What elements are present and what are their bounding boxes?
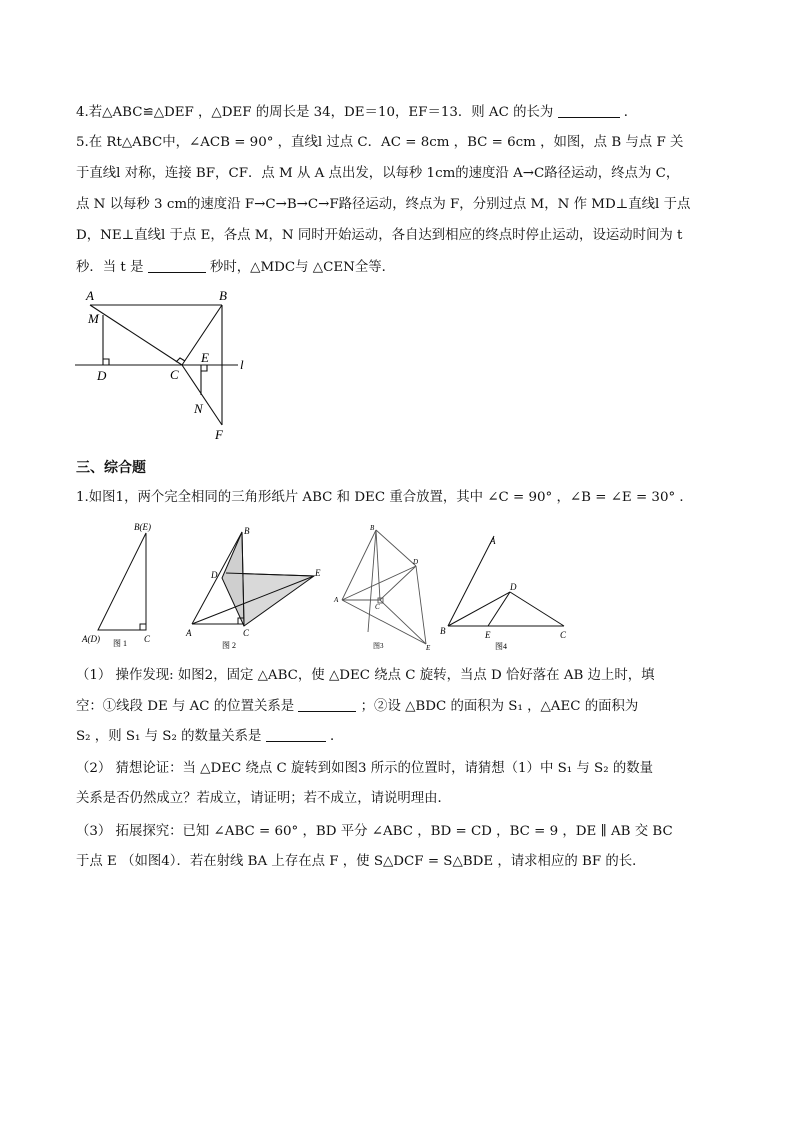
fig2-label-d: D	[211, 570, 218, 580]
part-1-line-3	[76, 727, 343, 746]
label-d: D	[97, 368, 107, 383]
fig4-label-d: D	[510, 582, 517, 592]
fig4-label-a: A	[490, 536, 496, 546]
label-m: M	[88, 311, 99, 326]
label-f: F	[215, 427, 223, 442]
label-a: A	[86, 288, 94, 303]
question-4-tail: ．	[623, 105, 638, 120]
part-3-line-2: 于点 E （如图4）．若在射线 BA 上存在点 F ，使 S△DCF = S△BDE ，请求相应的 BF 的长．	[76, 854, 646, 869]
answer-blank-relation[interactable]	[266, 727, 326, 742]
fig4-label-c: C	[560, 630, 567, 640]
question-5-prefix: 秒．当 t 是	[76, 260, 144, 275]
question-5-line-4: D，NE⊥直线l 于点 E，各点 M，N 同时开始运动，各自达到相应的终点时停止运动，设运动时间为 t	[76, 228, 683, 243]
answer-blank-q5[interactable]	[148, 258, 206, 273]
question-5-line-1: 5.在 Rt△ABC中，∠ACB = 90° ，直线l 过点 C．AC = 8cm ，BC = 6cm ，如图，点 B 与点 F 关	[76, 135, 684, 150]
figure-1	[98, 533, 146, 630]
label-c: C	[170, 367, 179, 382]
answer-blank-q4[interactable]	[558, 103, 620, 118]
fig2-label-a: A	[186, 628, 192, 638]
answer-blank-position[interactable]	[298, 697, 356, 712]
part-1-line-2	[76, 697, 638, 716]
part-1-line-3b: ．	[329, 729, 344, 744]
label-l: l	[240, 357, 244, 372]
fig2-label-c: C	[243, 628, 250, 638]
part-1-line-2b: ；②设 △BDC 的面积为 S₁ ，△AEC 的面积为	[360, 699, 639, 714]
question-5-figure	[70, 285, 260, 445]
question-5-line-5	[76, 258, 395, 277]
part-3-line-1: （3） 拓展探究：已知 ∠ABC = 60° ，BD 平分 ∠ABC ，BD = CD ，BC = 9 ，DE ∥ AB 交 BC	[76, 824, 673, 839]
fig4-label-e: E	[485, 630, 491, 640]
fig2-label-b: B	[244, 526, 250, 536]
label-n: N	[194, 401, 203, 416]
figure-3	[342, 530, 426, 644]
fig2-caption: 图 2	[222, 641, 236, 650]
figure-4	[448, 536, 564, 626]
question-5-line-3: 点 N 以每秒 3 cm的速度沿 F→C→B→C→F路径运动，终点为 F，分别过点 M，N 作 MD⊥直线l 于点	[76, 197, 691, 212]
fig1-label-b: B(E)	[134, 522, 151, 532]
part-1-line-2a: 空：①线段 DE 与 AC 的位置关系是	[76, 699, 295, 714]
problem-1-intro: 1.如图1，两个完全相同的三角形纸片 ABC 和 DEC 重合放置，其中 ∠C = 90° ，∠B = ∠E = 30° ．	[76, 490, 693, 505]
part-1-line-1: （1） 操作发现: 如图2，固定 △ABC，使 △DEC 绕点 C 旋转，当点 D 恰好落在 AB 边上时，填	[76, 668, 655, 683]
question-5-line-2: 于直线l 对称，连接 BF，CF．点 M 从 A 点出发，以每秒 1cm的速度沿 A→C路径运动，终点为 C，	[76, 166, 680, 181]
label-b: B	[219, 288, 227, 303]
fig4-caption: 图4	[495, 642, 507, 651]
section-title: 三、综合题	[76, 460, 146, 476]
fig3-label-a: A	[334, 596, 339, 604]
part-2-line-2: 关系是否仍然成立？若成立，请证明；若不成立，请说明理由．	[76, 791, 451, 806]
fig3-label-e: E	[426, 644, 431, 652]
fig2-label-e: E	[315, 568, 321, 578]
fig3-label-c: C	[375, 603, 380, 611]
label-e: E	[201, 350, 209, 365]
part-1-line-3a: S₂ ，则 S₁ 与 S₂ 的数量关系是	[76, 729, 262, 744]
question-5-suffix: 秒时，△MDC与 △CEN全等．	[210, 260, 396, 275]
fig4-label-b: B	[440, 626, 446, 636]
fig3-label-b: B	[370, 524, 375, 532]
fig1-label-c: C	[144, 634, 151, 644]
fig1-caption: 图 1	[113, 639, 127, 648]
problem-1-figures	[76, 518, 596, 653]
question-4-text: 4.若△ABC≌△DEF ，△DEF 的周长是 34，DE＝10，EF＝13．则 AC 的长为	[76, 105, 554, 120]
fig3-caption: 图3	[373, 642, 384, 650]
fig1-label-a: A(D)	[82, 634, 100, 644]
fig3-label-d: D	[413, 558, 419, 566]
question-4	[76, 103, 637, 122]
part-2-line-1: （2） 猜想论证：当 △DEC 绕点 C 旋转到如图3 所示的位置时，请猜想（1）中 S₁ 与 S₂ 的数量	[76, 761, 654, 776]
